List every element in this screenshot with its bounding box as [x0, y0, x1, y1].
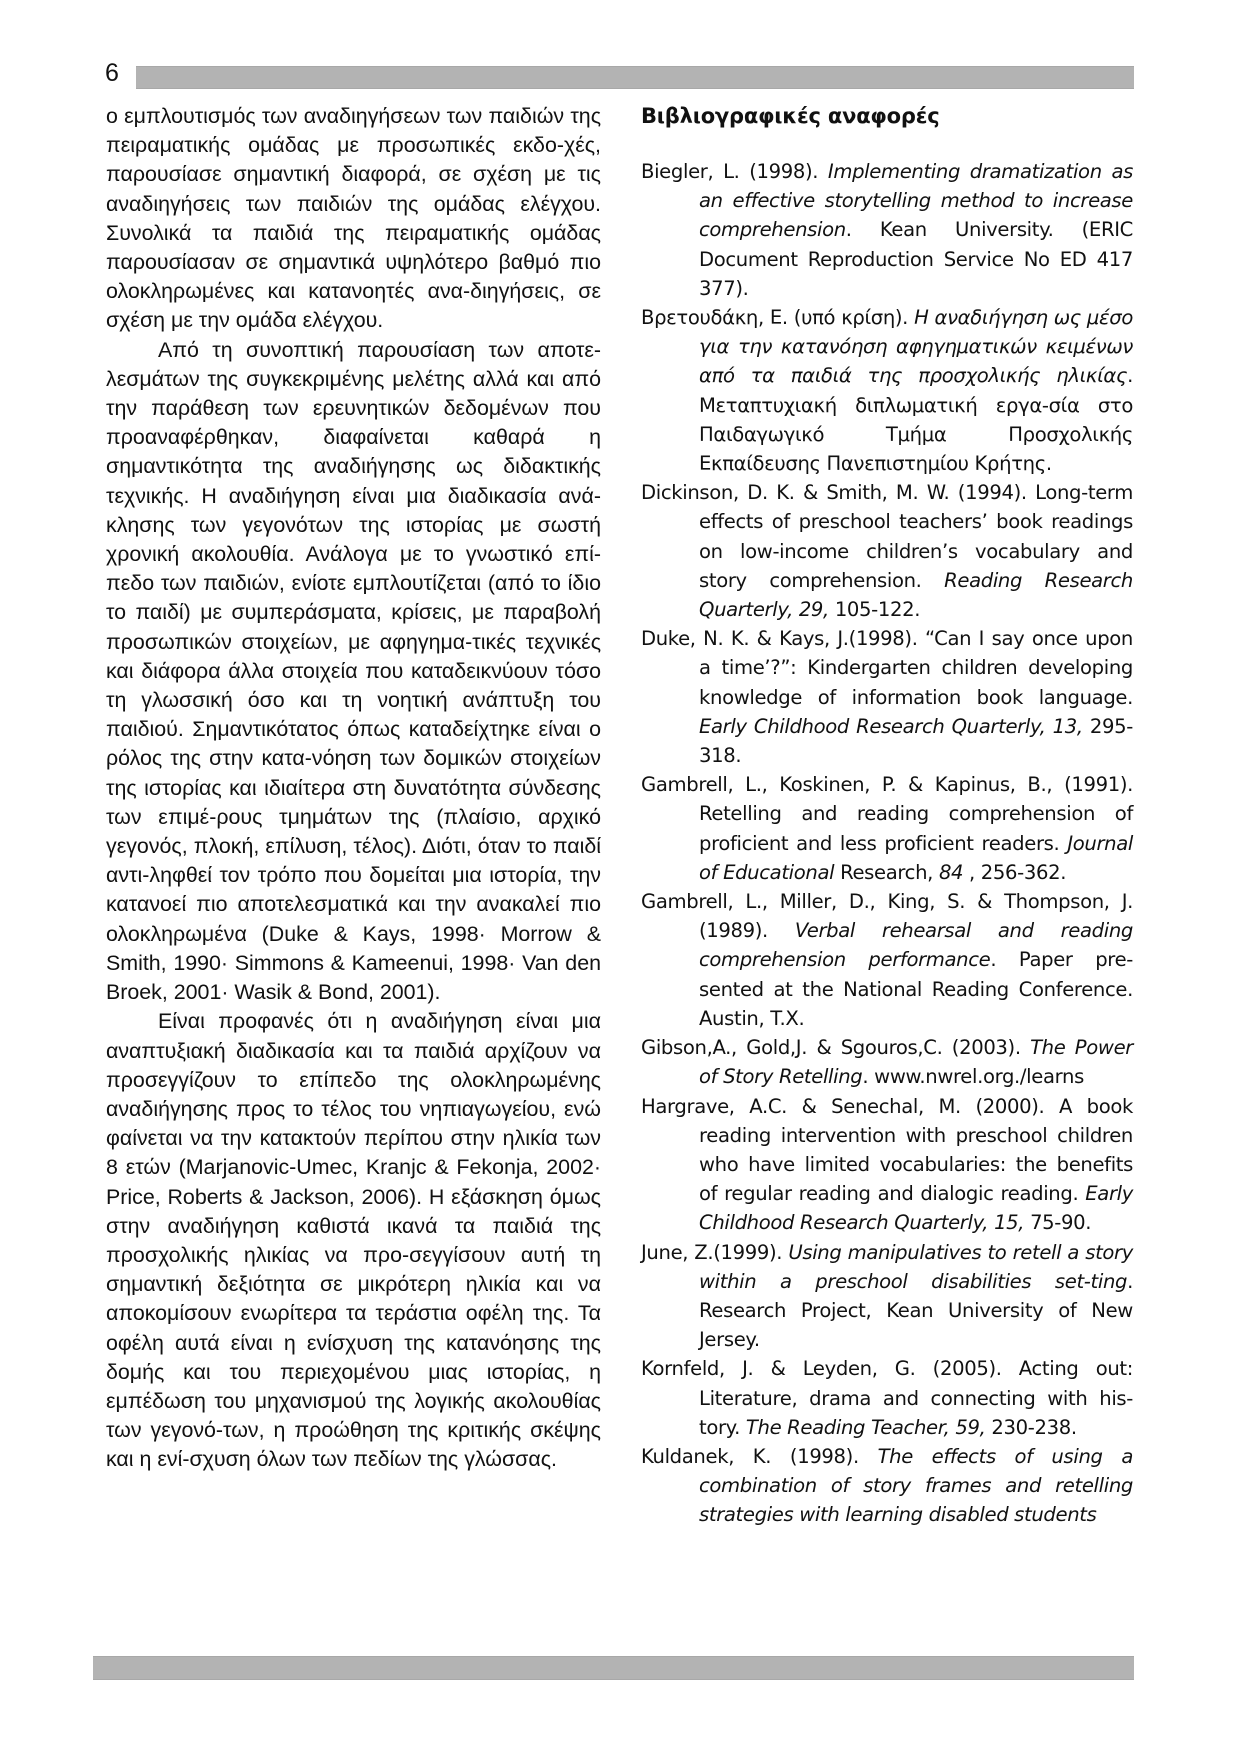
- reference-entry: Duke, N. K. & Kays, J.(1998). “Can I say once upon a time’?”: Kindergarten children developing knowledge of information book language. Early Childhood Research Quarterly, 13, 295-318.: [641, 627, 1133, 768]
- reference-entry: Gambrell, L., Miller, D., King, S. & Thompson, J. (1989). Verbal rehearsal and reading comprehension performance. Paper pre-sented at the National Reading Conference. Austin, T.X.: [641, 890, 1134, 1030]
- reference-entry: Kuldanek, K. (1998). The effects of using a combination of story frames and retelling strategies with learning disabled students: [641, 1444, 1133, 1527]
- reference-entry: Hargrave, A.C. & Senechal, M. (2000). A book reading intervention with preschool children who have limited vocabularies: the benefits of regular reading and dialogic reading. Early Childhood Research Quarterly, 15, 75-90.: [641, 1094, 1133, 1235]
- reference-entry: Kornfeld, J. & Leyden, G. (2005). Acting out: Literature, drama and connecting with his-tory. The Reading Teacher, 59, 230-238.: [641, 1357, 1133, 1439]
- reference-entry: June, Z.(1999). Using manipulatives to retell a story within a preschool disabilities set-ting. Research Project, Kean University of New Jersey.: [641, 1240, 1133, 1352]
- reference-entry: Biegler, L. (1998). Implementing dramatization as an effective storytelling method to increase comprehension. Kean University. (ERIC Document Reproduction Service No ED 417 377).: [641, 160, 1133, 300]
- reference-entry: Dickinson, D. K. & Smith, M. W. (1994). Long-term effects of preschool teachers’ book readings on low-income children’s vocabulary and story comprehension. Reading Research Quarterly, 29, 105-122.: [641, 481, 1133, 622]
- header-bar: [136, 66, 1134, 89]
- body-paragraph: Είναι προφανές ότι η αναδιήγηση είναι μια αναπτυξιακή διαδικασία και τα παιδιά αρχίζουν να προσεγγίζουν το επίπεδο της ολοκληρωμένης αναδιήγησης προς το τέλος του νηπιαγωγείου, ενώ φαίνεται να την κατακτούν περίπου στην ηλικία των 8 ετών (Marjanovic-Umec, Kranjc & Fekonja, 2002· Price, Roberts & Jackson, 2006). Η εξάσκηση όμως στην αναδιήγηση καθιστά ικανά τα παιδιά της προσχολικής ηλικίας να προ-σεγγίσουν αυτή τη σημαντική δεξιότητα σε μικρότερη ηλικία και να αποκομίσουν ενωρίτερα τα τεράστια οφέλη της. Τα οφέλη αυτά είναι η ενίσχυση της κατανόησης της δομής και του περιεχομένου μιας ιστορίας, η εμπέδωση του μηχανισμού της λογικής ακολουθίας των γεγονό-των, η προώθηση της κριτικής σκέψης και η ενί-σχυση όλων των πεδίων της γλώσσας.: [106, 1009, 601, 1472]
- reference-entry: Gibson,A., Gold,J. & Sgouros,C. (2003). The Power of Story Retelling. www.nwrel.org./learns: [641, 1036, 1133, 1089]
- references-column: [641, 102, 1133, 1530]
- body-paragraph: Από τη συνοπτική παρουσίαση των αποτε-λεσμάτων της συγκεκριμένης μελέτης αλλά και από την παράθεση των ερευνητικών δεδομένων που προαναφέρθηκαν, διαφαίνεται καθαρά η σημαντικότητα της αναδιήγησης ως διδακτικής τεχνικής. Η αναδιήγηση είναι μια διαδικασία ανά-κλησης των γεγονότων της ιστορίας με σωστή χρονική ακολουθία. Ανάλογα με το γνωστικό επί-πεδο των παιδιών, ενίοτε εμπλουτίζεται (από το ίδιο το παιδί) με συμπεράσματα, κρίσεις, με παραβολή προσωπικών στοιχείων, με αφηγημα-τικές τεχνικές και διάφορα άλλα στοιχεία που καταδεικνύουν τόσο τη γλωσσική όσο και τη νοητική ανάπτυξη του παιδιού. Σημαντικότατος όπως καταδείχτηκε είναι ο ρόλος της στην κατα-νόηση των δομικών στοιχείων της ιστορίας και ιδιαίτερα στη δυνατότητα σύνδεσης των επιμέ-ρους τμημάτων της (πλαίσιο, αρχικό γεγονός, πλοκή, επίλυση, τέλος). Διότι, όταν το παιδί αντι-ληφθεί τον τρόπο που δομείται μια ιστορία, την κατανοεί πιο αποτελεσματικά και την ανακαλεί πιο ολοκληρωμένα (Duke & Kays, 1998· Morrow & Smith, 1990· Simmons & Kameenui, 1998· Van den Broek, 2001· Wasik & Bond, 2001).: [106, 337, 601, 1005]
- reference-entry: Βρετουδάκη, Ε. (υπό κρίση). Η αναδιήγηση ως μέσο για την κατανόηση αφηγηματικών κειμένων από τα παιδιά της προσχολικής ηλικίας. Μεταπτυχιακή διπλωματική εργα-σία στο Παιδαγωγικό Τμήμα Προσχολικής Εκπαίδευσης Πανεπιστημίου Κρήτης.: [641, 306, 1133, 476]
- body-paragraph: ο εμπλουτισμός των αναδιηγήσεων των παιδιών της πειραματικής ομάδας με προσωπικές εκδο-χές, παρουσίασε σημαντική διαφορά, σε σχέση με τις αναδιηγήσεις των παιδιών της ομάδας ελέγχου. Συνολικά τα παιδιά της πειραματικής ομάδας παρουσίασαν σε σημαντικά υψηλότερο βαθμό πιο ολοκληρωμένες και κατανοητές ανα-διηγήσεις, σε σχέση με την ομάδα ελέγχου.: [106, 104, 601, 333]
- body-text-column: [106, 102, 601, 1475]
- page-number: 6: [105, 59, 119, 87]
- reference-entry: Gambrell, L., Koskinen, P. & Kapinus, B., (1991). Retelling and reading comprehension of proficient and less proficient readers. Journal of Educational Research, 84 , 256-362.: [641, 773, 1133, 884]
- footer-bar: [93, 1656, 1134, 1680]
- references-heading: Βιβλιογραφικές αναφορές: [641, 104, 940, 128]
